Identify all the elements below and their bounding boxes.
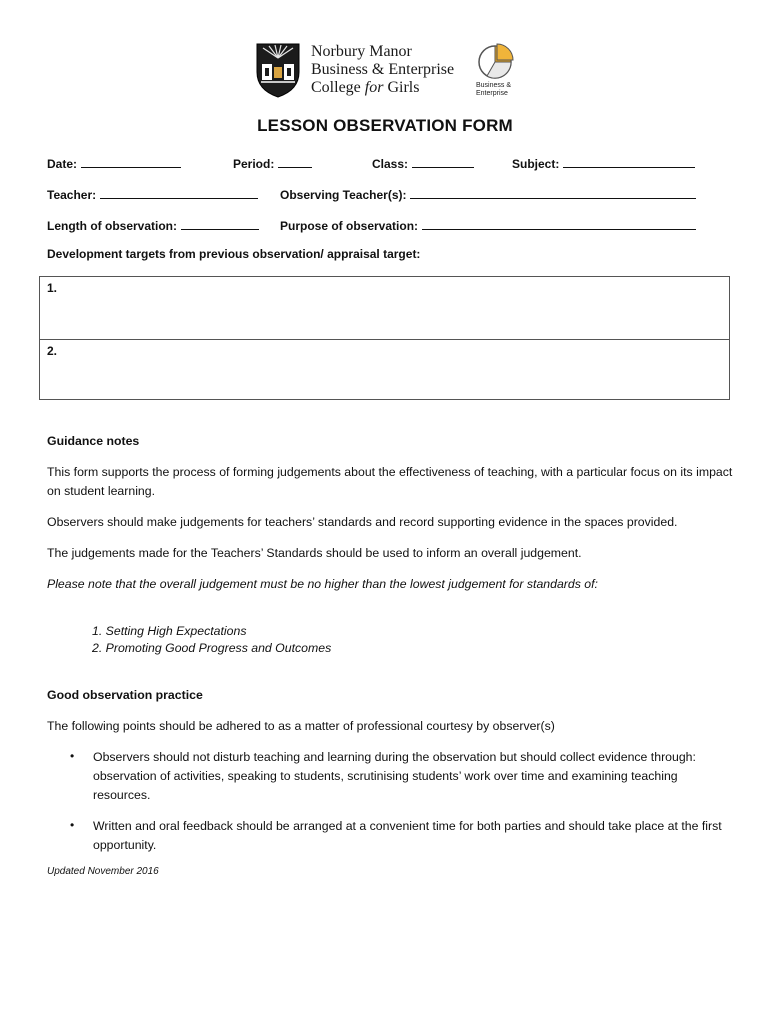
school-name — [311, 43, 491, 97]
badge-line1: Business & — [476, 82, 512, 89]
guidance-para-2: Observers should make judgements for teachers’ standards and record supporting evidence in the spaces provided. — [47, 515, 678, 529]
purpose-label: Purpose of observation: — [280, 219, 419, 233]
period-field — [233, 155, 312, 171]
target-number: 2. — [47, 344, 58, 358]
target-number: 1. — [47, 281, 58, 295]
practice-bullet-1: Observers should not disturb teaching and learning during the observation but should collect evidence through: observation of activities, speaking to students, scrutinising students’ work over time and examining teaching resources. — [93, 750, 696, 802]
standard-item-1: 1. Setting High Expectations — [92, 624, 247, 638]
teacher-label: Teacher: — [47, 188, 97, 202]
length-input-line[interactable] — [181, 217, 259, 230]
subject-label: Subject: — [512, 157, 560, 171]
school-name-girls: Girls — [383, 79, 420, 96]
class-input-line[interactable] — [412, 155, 474, 168]
practice-bullet-2: Written and oral feedback should be arranged at a convenient time for both parties and should take place at the first opportunity. — [93, 819, 722, 852]
target-row[interactable] — [40, 277, 729, 339]
school-name-line3 — [311, 79, 491, 97]
guidance-para-1: This form supports the process of forming judgements about the effectiveness of teaching, with a particular focus on its impact on student learning. — [47, 465, 733, 498]
guidance-note: Please note that the overall judgement must be no higher than the lowest judgement for standards of: — [47, 577, 598, 591]
bullet-icon: • — [70, 818, 75, 832]
teacher-input-line[interactable] — [100, 186, 258, 199]
subject-field — [512, 155, 695, 171]
school-name-line2: Business & Enterprise — [311, 61, 455, 78]
form-title: LESSON OBSERVATION FORM — [257, 116, 513, 135]
updated-note: Updated November 2016 — [47, 866, 159, 877]
development-targets-label: Development targets from previous observation/ appraisal target: — [47, 247, 421, 261]
school-logo — [255, 42, 525, 102]
date-field — [47, 155, 181, 171]
bullet-icon: • — [70, 749, 75, 763]
purpose-input-line[interactable] — [422, 217, 696, 230]
guidance-heading: Guidance notes — [47, 434, 140, 448]
observing-teacher-input-line[interactable] — [410, 186, 696, 199]
class-label: Class: — [372, 157, 409, 171]
target-row[interactable] — [40, 339, 729, 401]
length-field — [47, 217, 259, 233]
practice-intro: The following points should be adhered to as a matter of professional courtesy by observer(s) — [47, 719, 555, 733]
period-label: Period: — [233, 157, 275, 171]
standard-item-2: 2. Promoting Good Progress and Outcomes — [92, 641, 332, 655]
practice-heading: Good observation practice — [47, 688, 203, 702]
period-input-line[interactable] — [278, 155, 312, 168]
school-crest-icon — [255, 42, 301, 98]
observing-teacher-field — [280, 186, 696, 202]
guidance-para-3: The judgements made for the Teachers’ Standards should be used to inform an overall judgement. — [47, 546, 582, 560]
teacher-field — [47, 186, 258, 202]
badge-line2: Enterprise — [476, 90, 508, 97]
badge-text — [476, 82, 511, 98]
school-name-college: College — [311, 79, 365, 96]
class-field — [372, 155, 474, 171]
date-label: Date: — [47, 157, 78, 171]
school-name-for: for — [364, 79, 384, 96]
development-targets-table — [39, 276, 730, 400]
subject-input-line[interactable] — [563, 155, 695, 168]
date-input-line[interactable] — [81, 155, 181, 168]
length-label: Length of observation: — [47, 219, 177, 233]
school-name-line1: Norbury Manor — [311, 43, 412, 60]
observing-teacher-label: Observing Teacher(s): — [280, 188, 407, 202]
purpose-field — [280, 217, 696, 233]
